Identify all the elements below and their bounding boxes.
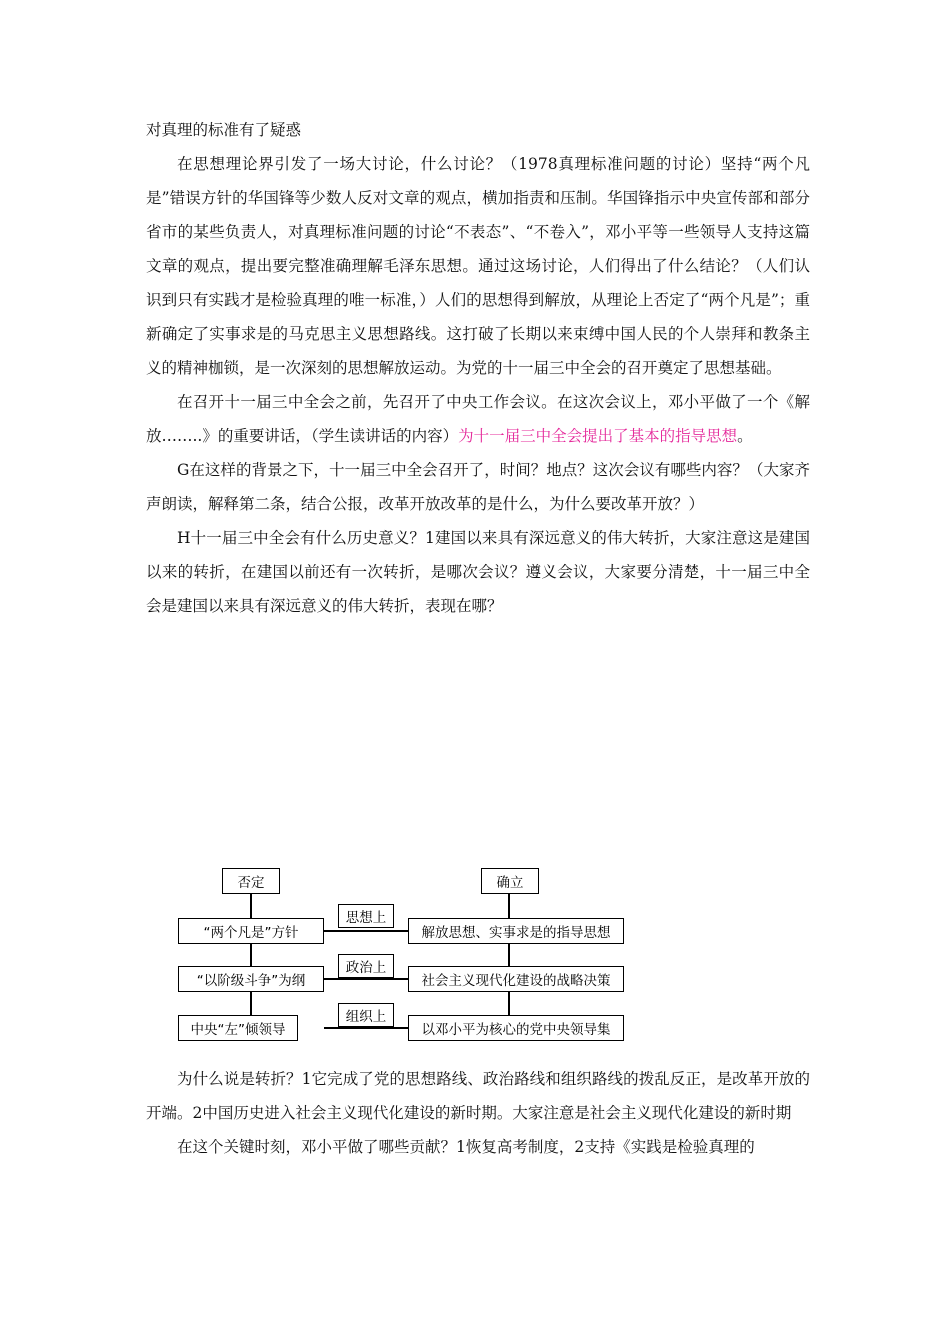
right-vertical-line (508, 892, 510, 1018)
row-label-3: 组织上 (338, 1003, 394, 1027)
paragraph-5: 为什么说是转折？1它完成了党的思想路线、政治路线和组织路线的拨乱反正，是改革开放的开端。2中国历史进入社会主义现代化建设的新时期。大家注意是社会主义现代化建设的新时期 (146, 1070, 810, 1122)
paragraph-2-text: 在召开十一届三中全会之前，先召开了中央工作会议。在这次会议上，邓小平做了一个《解放……..》的重要讲话，（学生读讲话的内容） (146, 393, 810, 445)
paragraph-0: 对真理的标准有了疑惑 (146, 121, 302, 139)
text-block-bottom (146, 1062, 810, 1164)
paragraph-1: 在思想理论界引发了一场大讨论，什么讨论？（1978真理标准问题的讨论）坚持“两个凡是”错误方针的华国锋等少数人反对文章的观点，横加指责和压制。华国锋指示中央宣传部和部分省市的某些负责人，对真理标准问题的讨论“不表态”、“不卷入”，邓小平等一些领导人支持这篇文章的观点，提出要完整准确理解毛泽东思想。通过这场讨论，人们得出了什么结论？（人们认识到只有实践才是检验真理的唯一标准，）人们的思想得到解放，从理论上否定了“两个凡是”；重新确定了实事求是的马克思主义思想路线。这打破了长期以来束缚中国人民的个人崇拜和教条主义的精神枷锁，是一次深刻的思想解放运动。为党的十一届三中全会的召开奠定了思想基础。 (146, 155, 810, 377)
row-label-2: 政治上 (338, 954, 394, 978)
paragraph-3: G在这样的背景之下，十一届三中全会召开了，时间？地点？这次会议有哪些内容？（大家齐声朗读，解释第二条，结合公报，改革开放改革的是什么，为什么要改革开放？） (146, 461, 810, 513)
turning-point-diagram (178, 862, 638, 1052)
paragraph-6: 在这个关键时刻，邓小平做了哪些贡献？1恢复高考制度，2支持《实践是检验真理的 (177, 1138, 755, 1156)
row3-connector (324, 1027, 408, 1029)
text-block-top (146, 113, 810, 623)
left-vertical-line (250, 892, 252, 1018)
paragraph-4: H十一届三中全会有什么历史意义？1建国以来具有深远意义的伟大转折，大家注意这是建国以来的转折，在建国以前还有一次转折，是哪次会议？遵义会议，大家要分清楚，十一届三中全会是建国以来具有深远意义的伟大转折，表现在哪？ (146, 529, 810, 615)
establish-header: 确立 (481, 868, 539, 894)
establish-box-1: 解放思想、实事求是的指导思想 (408, 918, 624, 944)
row2-connector (324, 978, 408, 980)
establish-box-3: 以邓小平为核心的党中央领导集 (408, 1015, 624, 1041)
negate-box-1: “两个凡是”方针 (178, 918, 324, 944)
negate-box-3: 中央“左”倾领导 (178, 1015, 298, 1041)
paragraph-2-highlight: 为十一届三中全会提出了基本的指导思想 (458, 427, 738, 445)
row-label-1: 思想上 (338, 904, 394, 928)
negate-box-2: “以阶级斗争”为纲 (178, 966, 324, 992)
paragraph-2 (146, 385, 810, 453)
negate-header: 否定 (222, 868, 280, 894)
establish-box-2: 社会主义现代化建设的战略决策 (408, 966, 624, 992)
row1-connector (324, 930, 408, 932)
paragraph-2-end: 。 (737, 427, 753, 445)
